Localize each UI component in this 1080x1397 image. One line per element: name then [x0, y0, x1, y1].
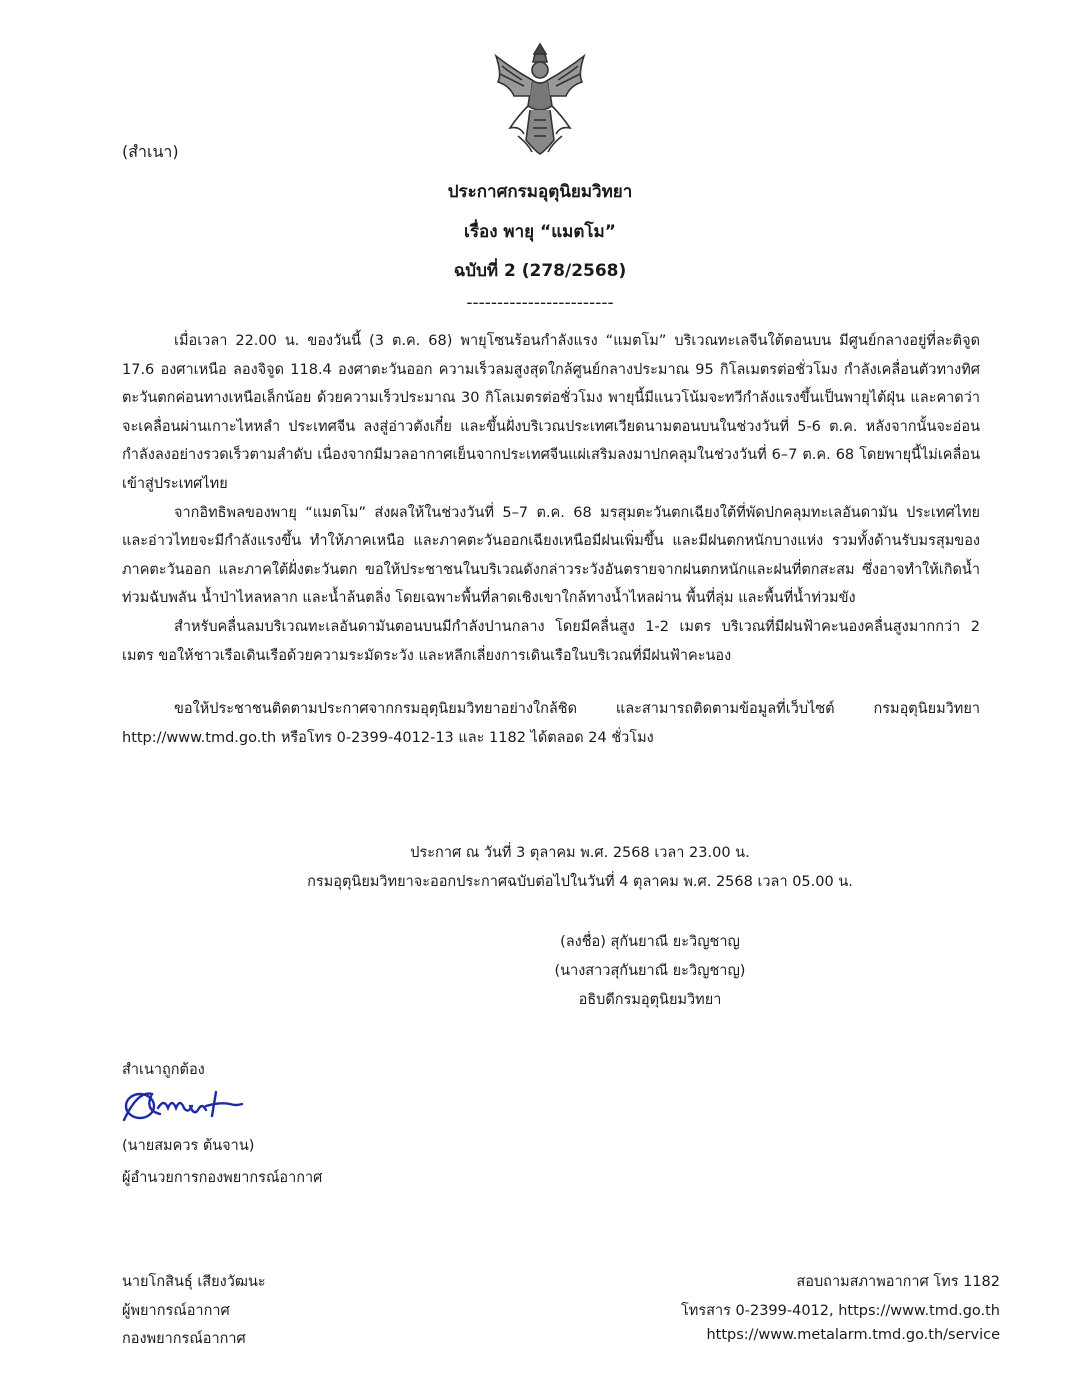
garuda-emblem-icon: [488, 40, 592, 158]
signatory-full-name: (นางสาวสุกันยาณี ยะวิญชาญ): [554, 963, 746, 979]
paragraph-storm-position: เมื่อเวลา 22.00 น. ของวันนี้ (3 ต.ค. 68) พายุโซนร้อนกำลังแรง “แมตโม” บริเวณทะเลจีนใต้ตอนบน มีศูนย์กลางอยู่ที่ละติจูด 17.6 องศาเหนือ ลองจิจูด 118.4 องศาตะวันออก ความเร็วลมสูงสุดใกล้ศูนย์กลางประมาณ 95 กิโลเมตรต่อชั่วโมง กำลังเคลื่อนตัวทางทิศตะวันตกค่อนทางเหนือเล็กน้อย ด้วยความเร็วประมาณ 30 กิโลเมตรต่อชั่วโมง พายุนี้มีแนวโน้มจะทวีกำลังแรงขึ้นเป็นพายุไต้ฝุ่น และคาดว่าจะเคลื่อนผ่านเกาะไหหลำ ประเทศจีน ลงสู่อ่าวตังเกี๋ย และขึ้นฝั่งบริเวณประเทศเวียดนามตอนบนในช่วงวันที่ 5-6 ต.ค. หลังจากนั้นจะอ่อนกำลังลงอย่างรวดเร็วตามลำดับ เนื่องจากมีมวลอากาศเย็นจากประเทศจีนแผ่เสริมลงมาปกคลุมในช่วงวันที่ 6–7 ต.ค. 68 โดยพายุนี้ไม่เคลื่อนเข้าสู่ประเทศไทย: [122, 333, 980, 492]
signatory-position: อธิบดีกรมอุตุนิยมวิทยา: [578, 992, 722, 1008]
forecaster-role: ผู้พยากรณ์อากาศ: [122, 1303, 230, 1319]
contact-web: https://www.metalarm.tmd.go.th/service: [706, 1327, 1000, 1343]
contact-fax: โทรสาร 0-2399-4012, https://www.tmd.go.th: [681, 1303, 1000, 1319]
contact-phone: สอบถามสภาพอากาศ โทร 1182: [796, 1274, 1000, 1290]
copy-tag: (สำเนา): [122, 142, 179, 161]
paragraph-monsoon-impact: จากอิทธิพลของพายุ “แมตโม” ส่งผลให้ในช่วงวันที่ 5–7 ต.ค. 68 มรสุมตะวันตกเฉียงใต้ที่พัดปกคลุมทะเลอันดามัน ประเทศไทย และอ่าวไทยจะมีกำลังแรงขึ้น ทำให้ภาคเหนือ และภาคตะวันออกเฉียงเหนือมีฝนเพิ่มขึ้น และมีฝนตกหนักบางแห่ง รวมทั้งด้านรับมรสุมของภาคตะวันออก และภาคใต้ฝั่งตะวันตก ขอให้ประชาชนในบริเวณดังกล่าวระวังอันตรายจากฝนตกหนักและฝนที่ตกสะสม ซึ่งอาจทำให้เกิดน้ำท่วมฉับพลัน น้ำป่าไหลหลาก และน้ำล้นตลิ่ง โดยเฉพาะพื้นที่ลาดเชิงเขาใกล้ทางน้ำไหลผ่าน พื้นที่ลุ่ม และพื้นที่น้ำท่วมขัง: [122, 504, 980, 607]
handwritten-signature-icon: [120, 1084, 244, 1126]
paragraph-follow-updates: ขอให้ประชาชนติดตามประกาศจากกรมอุตุนิยมวิทยาอย่างใกล้ชิด และสามารถติดตามข้อมูลที่เว็บไซต์ กรมอุตุนิยมวิทยา http://www.tmd.go.th หรือโทร 0-2399-4012-13 และ 1182 ได้ตลอด 24 ชั่วโมง: [122, 701, 980, 746]
forecaster-name: นายโกสินธุ์ เสียงวัฒนะ: [122, 1274, 266, 1290]
subject-line: เรื่อง พายุ “แมตโม”: [464, 222, 616, 242]
certified-copy-label: สำเนาถูกต้อง: [122, 1062, 205, 1078]
issue-number: ฉบับที่ 2 (278/2568): [453, 261, 627, 281]
announced-date: ประกาศ ณ วันที่ 3 ตุลาคม พ.ศ. 2568 เวลา 23.00 น.: [410, 845, 750, 861]
paragraph-sea-waves: สำหรับคลื่นลมบริเวณทะเลอันดามันตอนบนมีกำลังปานกลาง โดยมีคลื่นสูง 1-2 เมตร บริเวณที่มีฝนฟ้าคะนองคลื่นสูงมากกว่า 2 เมตร ขอให้ชาวเรือเดินเรือด้วยความระมัดระวัง และหลีกเลี่ยงการเดินเรือในบริเวณที่มีฝนฟ้าคะนอง: [122, 618, 980, 664]
certifier-name: (นายสมควร ต้นจาน): [122, 1138, 255, 1154]
certifier-position: ผู้อำนวยการกองพยากรณ์อากาศ: [122, 1170, 323, 1186]
announcement-body: [122, 327, 980, 752]
forecaster-division: กองพยากรณ์อากาศ: [122, 1331, 246, 1347]
next-issue-note: กรมอุตุนิยมวิทยาจะออกประกาศฉบับต่อไปในวันที่ 4 ตุลาคม พ.ศ. 2568 เวลา 05.00 น.: [307, 874, 853, 890]
signatory-signed: (ลงชื่อ) สุกันยาณี ยะวิญชาญ: [560, 934, 740, 950]
page-title: ประกาศกรมอุตุนิยมวิทยา: [447, 182, 633, 202]
title-separator: ------------------------: [466, 293, 614, 313]
